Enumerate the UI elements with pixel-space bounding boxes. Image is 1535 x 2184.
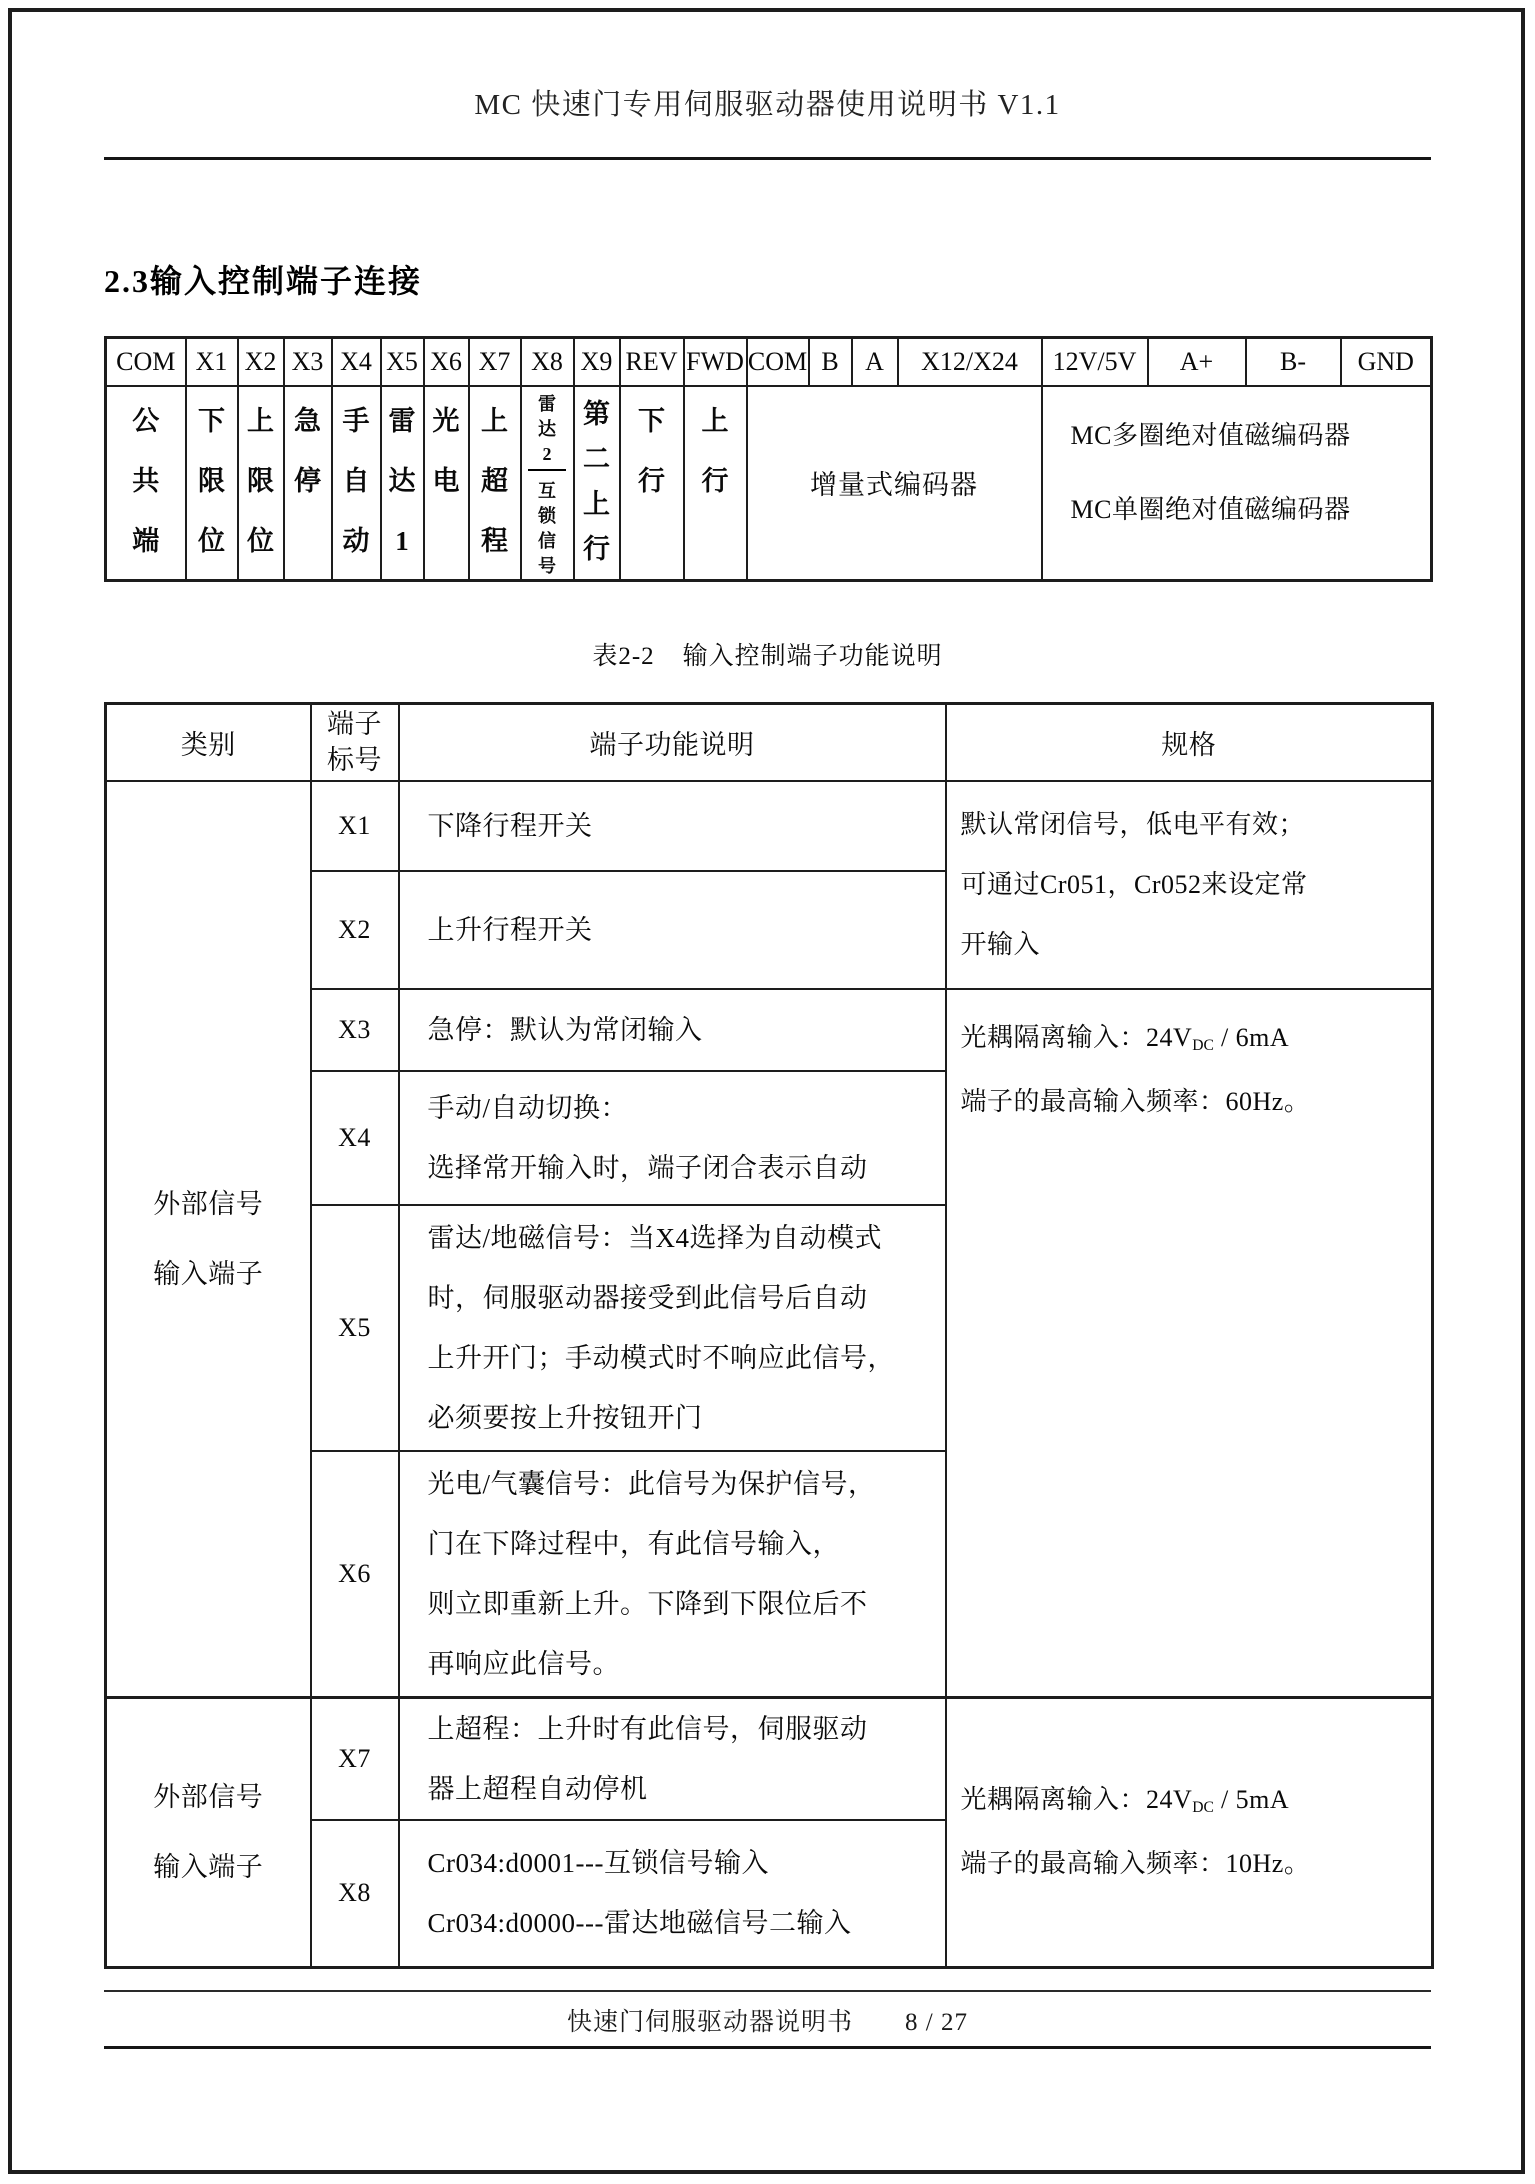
terminal-label-row <box>106 386 1432 581</box>
terminal-header-x4: X4 <box>332 338 381 386</box>
terminal-header-gnd: GND <box>1341 338 1432 386</box>
terminal-label-x4: 手 自 动 <box>332 386 381 581</box>
terminal-cell-x3: X3 <box>311 989 399 1071</box>
category-cell-external-input-2: 外部信号 输入端子 <box>106 1697 311 1968</box>
terminal-cell-x7: X7 <box>311 1697 399 1820</box>
spec-cell-x1-x2: 默认常闭信号，低电平有效； 可通过Cr051，Cr052来设定常 开输入 <box>946 781 1433 989</box>
table-caption <box>104 636 1431 672</box>
terminal-label-x7: 上 超 程 <box>469 386 521 581</box>
footer-page-number: 8 / 27 <box>905 2009 968 2036</box>
spec-line-opto-5ma: 光耦隔离输入：24VDC / 5mA <box>960 1785 1290 1817</box>
terminal-header-a: A <box>852 338 898 386</box>
page-footer <box>104 1990 1431 2049</box>
terminal-cell-x8: X8 <box>311 1820 399 1968</box>
table-row-x7 <box>106 1697 1433 1820</box>
terminal-header-x5: X5 <box>381 338 424 386</box>
absolute-encoder-single-turn: MC单圈绝对值磁编码器 <box>1070 494 1351 524</box>
terminal-header-x8: X8 <box>521 338 574 386</box>
terminal-header-x1: X1 <box>186 338 238 386</box>
terminal-header-a-plus: A+ <box>1148 338 1246 386</box>
column-header-terminal: 端子 标号 <box>311 703 399 781</box>
terminal-cell-x2: X2 <box>311 871 399 989</box>
terminal-label-rev: 下 行 <box>620 386 684 581</box>
terminal-header-b-minus: B- <box>1246 338 1341 386</box>
spec-cell-x3-x6 <box>946 989 1433 1697</box>
terminal-header-12v-5v: 12V/5V <box>1042 338 1148 386</box>
terminal-label-x2: 上 限 位 <box>238 386 284 581</box>
footer-doc-name: 快速门伺服驱动器说明书 <box>567 2009 854 2036</box>
terminal-cell-x1: X1 <box>311 781 399 871</box>
section-title: 2.3输入控制端子连接 <box>104 263 423 299</box>
terminal-header-x3: X3 <box>284 338 332 386</box>
terminal-header-b: B <box>809 338 852 386</box>
spec-line-opto-6ma: 光耦隔离输入：24VDC / 6mA <box>960 1023 1290 1054</box>
spec-line-freq-60hz: 端子的最高输入频率：60Hz。 <box>960 1087 1311 1116</box>
terminal-header-row <box>106 338 1432 386</box>
terminal-header-x6: X6 <box>424 338 469 386</box>
terminal-header-fwd: FWD <box>684 338 747 386</box>
footer-rule-bottom <box>104 2046 1431 2049</box>
terminal-label-x5: 雷 达 1 <box>381 386 424 581</box>
terminal-header-com2: COM <box>747 338 809 386</box>
terminal-label-x8 <box>521 386 574 581</box>
terminal-label-x1: 下 限 位 <box>186 386 238 581</box>
terminal-cell-x4: X4 <box>311 1071 399 1205</box>
function-table <box>104 702 1434 1970</box>
function-table-header-row <box>106 703 1433 781</box>
terminal-label-com: 公 共 端 <box>106 386 186 581</box>
footer-text-row <box>104 1992 1431 2046</box>
terminal-label-x8-radar2: 雷 达 2 <box>538 393 556 464</box>
header-rule <box>104 157 1431 160</box>
terminal-header-x7: X7 <box>469 338 521 386</box>
terminal-label-x9: 第 二 上 行 <box>574 386 620 581</box>
terminal-cell-x5: X5 <box>311 1205 399 1451</box>
column-header-function: 端子功能说明 <box>399 703 946 781</box>
table-row-x1 <box>106 781 1433 871</box>
terminal-header-x2: X2 <box>238 338 284 386</box>
function-cell-x2: 上升行程开关 <box>399 871 946 989</box>
function-cell-x4: 手动/自动切换： 选择常开输入时，端子闭合表示自动 <box>399 1071 946 1205</box>
function-cell-x3: 急停：默认为常闭输入 <box>399 989 946 1071</box>
spec-line-freq-10hz: 端子的最高输入频率：10Hz。 <box>960 1849 1311 1879</box>
terminal-header-x9: X9 <box>574 338 620 386</box>
function-cell-x6: 光电/气囊信号：此信号为保护信号， 门在下降过程中，有此信号输入， 则立即重新上升。下降到下限位后不 再响应此信号。 <box>399 1451 946 1697</box>
terminal-cell-x6: X6 <box>311 1451 399 1697</box>
function-cell-x7: 上超程：上升时有此信号，伺服驱动 器上超程自动停机 <box>399 1697 946 1820</box>
column-header-spec: 规格 <box>946 703 1433 781</box>
spec-cell-x7-x8 <box>946 1697 1433 1968</box>
page-content <box>104 0 1431 1969</box>
absolute-encoder-multi-turn: MC多圈绝对值磁编码器 <box>1070 420 1351 450</box>
absolute-encoder-cell <box>1042 386 1432 581</box>
function-cell-x5: 雷达/地磁信号：当X4选择为自动模式 时，伺服驱动器接受到此信号后自动 上升开门；手动模式时不响应此信号， 必须要按上升按钮开门 <box>399 1205 946 1451</box>
incremental-encoder-cell: 增量式编码器 <box>747 386 1042 581</box>
terminal-label-fwd: 上 行 <box>684 386 747 581</box>
function-cell-x8: Cr034:d0001---互锁信号输入 Cr034:d0000---雷达地磁信号二输入 <box>399 1820 946 1968</box>
terminal-header-com: COM <box>106 338 186 386</box>
terminal-label-x3: 急 停 <box>284 386 332 581</box>
terminal-header-rev: REV <box>620 338 684 386</box>
terminal-label-x8-divider <box>528 469 566 471</box>
column-header-category: 类别 <box>106 703 311 781</box>
table-caption-number: 表2-2 <box>592 642 655 670</box>
document-title: MC 快速门专用伺服驱动器使用说明书 V1.1 <box>474 89 1061 121</box>
table-caption-title: 输入控制端子功能说明 <box>682 642 943 670</box>
terminal-header-x12-x24: X12/X24 <box>898 338 1042 386</box>
terminal-label-x6: 光 电 <box>424 386 469 581</box>
function-cell-x1: 下降行程开关 <box>399 781 946 871</box>
category-cell-external-input-1: 外部信号 输入端子 <box>106 781 311 1697</box>
terminal-label-x8-interlock: 互 锁 信 号 <box>538 480 556 576</box>
terminal-strip-table <box>104 336 1433 582</box>
